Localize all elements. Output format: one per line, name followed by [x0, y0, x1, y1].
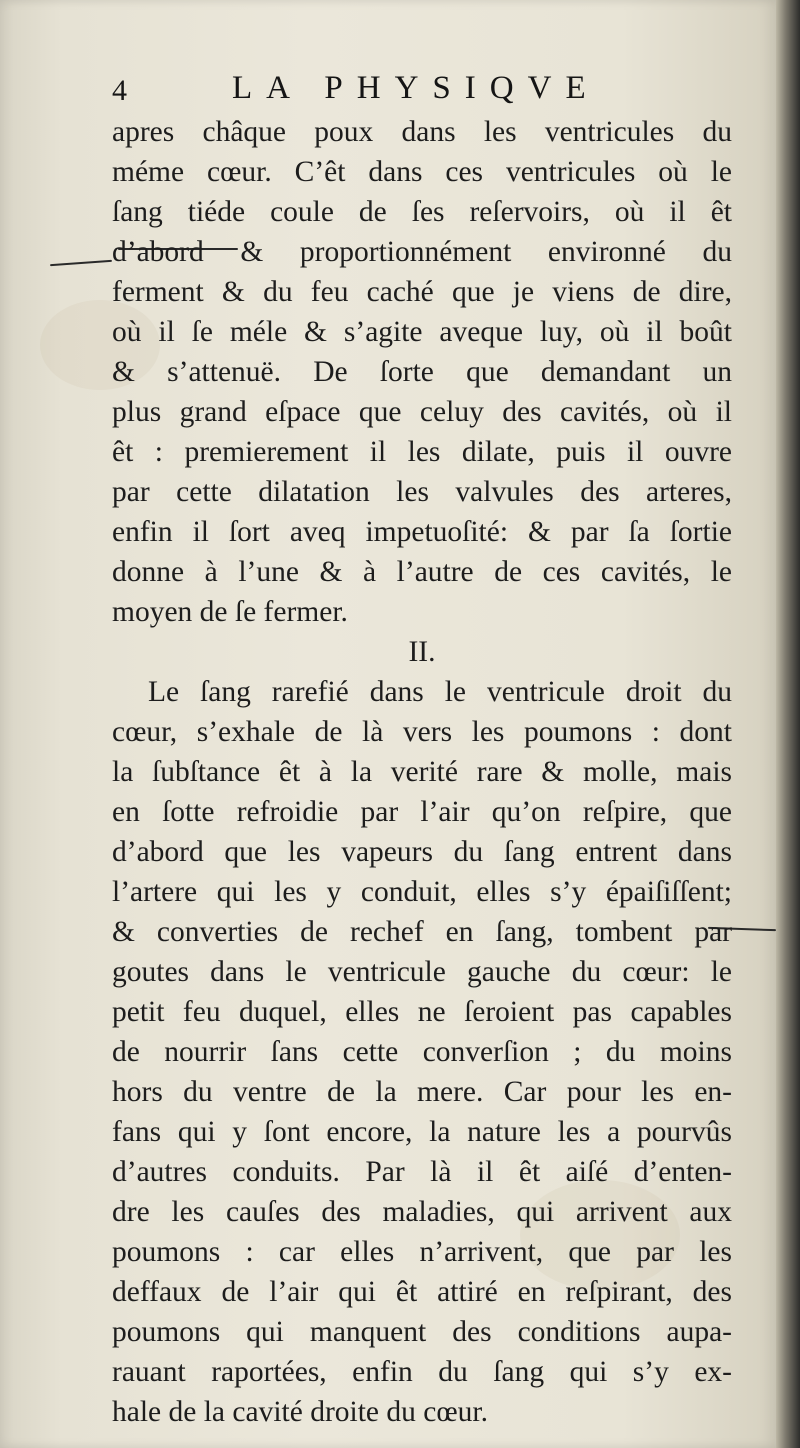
page-edge-shadow [776, 0, 800, 1448]
page-number: 4 [112, 74, 127, 107]
text-line: cœur, s’exhale de là vers les poumons : dont [112, 716, 732, 748]
text-line: par cette dilatation les valvules des arteres, [112, 476, 732, 508]
text-line: de nourrir ſans cette converſion ; du moins [112, 1036, 732, 1068]
text-line: & converties de rechef en ſang, tombent par [112, 916, 732, 948]
page-header [112, 70, 732, 116]
text-line: rauant raportées, enfin du ſang qui s’y ex- [112, 1356, 732, 1388]
text-line: Le ſang rarefié dans le ventricule droit du [148, 676, 732, 708]
text-line: moyen de ſe fermer. [112, 596, 348, 628]
text-line: la ſubſtance êt à la verité rare & molle, mais [112, 756, 732, 788]
text-line: plus grand eſpace que celuy des cavités, où il [112, 396, 732, 428]
text-line: d’abord & proportionnément environné du [112, 236, 732, 268]
text-line: ferment & du feu caché que je viens de dire, [112, 276, 732, 308]
text-line: apres châque poux dans les ventricules du [112, 116, 732, 148]
text-line: deffaux de l’air qui êt attiré en reſpirant, des [112, 1276, 732, 1308]
running-head: LA PHYSIQVE [232, 70, 600, 106]
text-line: où il ſe méle & s’agite aveque luy, où il boût [112, 316, 732, 348]
text-line: hale de la cavité droite du cœur. [112, 1396, 488, 1428]
text-line: goutes dans le ventricule gauche du cœur: le [112, 956, 732, 988]
text-line: hors du ventre de la mere. Car pour les en- [112, 1076, 732, 1108]
text-line: méme cœur. C’êt dans ces ventricules où le [112, 156, 732, 188]
text-line: êt : premierement il les dilate, puis il ouvre [112, 436, 732, 468]
text-line: ſang tiéde coule de ſes reſervoirs, où il êt [112, 196, 732, 228]
text-line: d’abord que les vapeurs du ſang entrent dans [112, 836, 732, 868]
text-line: en ſotte refroidie par l’air qu’on reſpire, que [112, 796, 732, 828]
text-line: donne à l’une & à l’autre de ces cavités, le [112, 556, 732, 588]
text-line: dre les cauſes des maladies, qui arrivent aux [112, 1196, 732, 1228]
text-line: enfin il ſort aveq impetuoſité: & par ſa ſortie [112, 516, 732, 548]
section-number: II. [408, 636, 436, 668]
ink-marginal-stroke [50, 260, 112, 266]
text-line: poumons qui manquent des conditions aupa- [112, 1316, 732, 1348]
body-text [112, 112, 732, 1432]
text-line: petit feu duquel, elles ne ſeroient pas capables [112, 996, 732, 1028]
text-line: poumons : car elles n’arrivent, que par les [112, 1236, 732, 1268]
text-line: & s’attenuë. De ſorte que demandant un [112, 356, 732, 388]
text-line: fans qui y ſont encore, la nature les a pourvûs [112, 1116, 732, 1148]
text-line: l’artere qui les y conduit, elles s’y épaiſiſſent; [112, 876, 732, 908]
text-line: d’autres conduits. Par là il êt aiſé d’enten- [112, 1156, 732, 1188]
